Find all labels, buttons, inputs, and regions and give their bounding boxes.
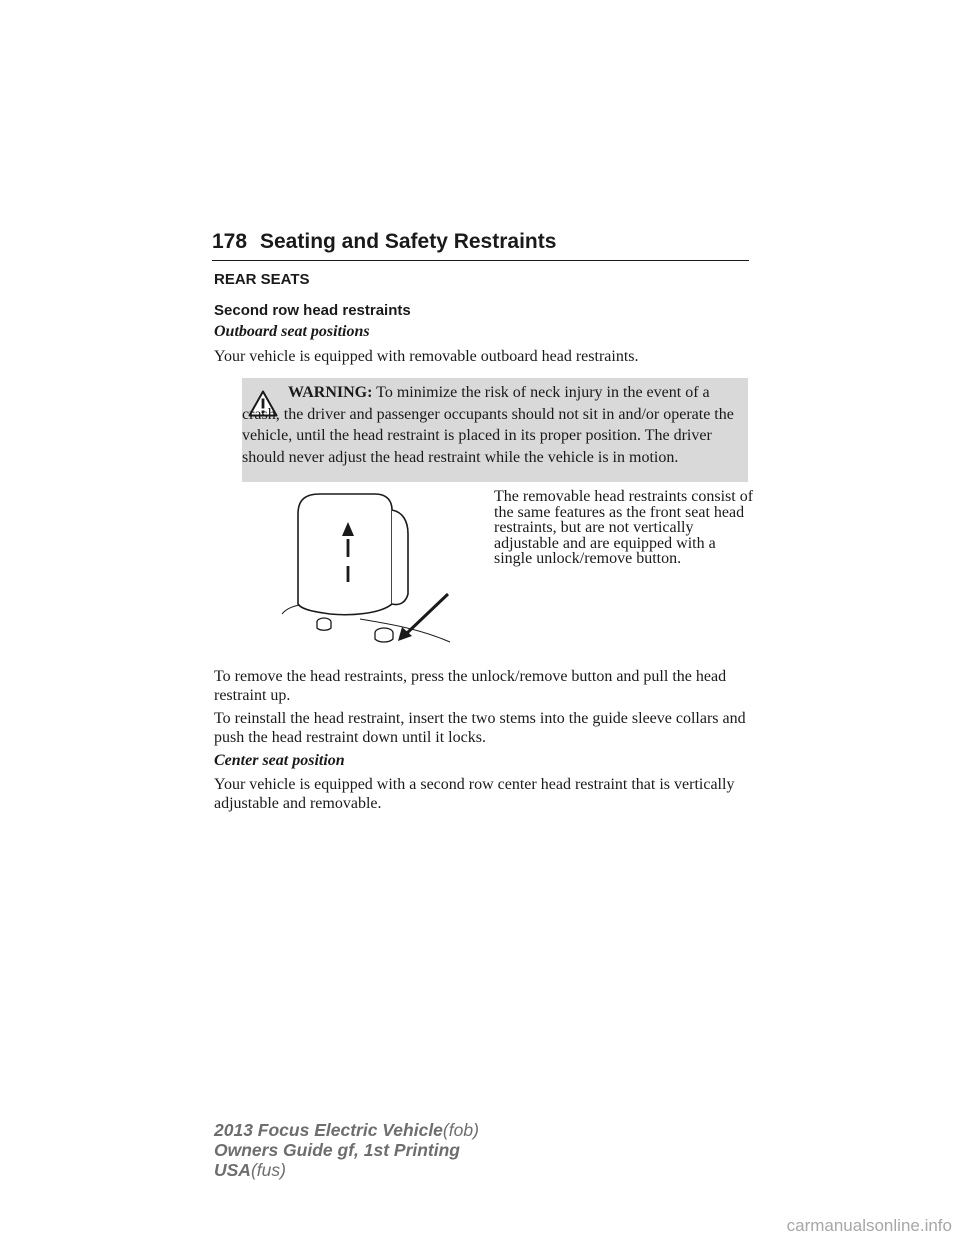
head-restraint-illustration: [280, 484, 456, 644]
page-number: 178: [212, 230, 248, 253]
outboard-intro: Your vehicle is equipped with removable outboard head restraints.: [214, 348, 639, 365]
footer-market-code: (fus): [250, 1160, 286, 1180]
warning-body: To minimize the risk of neck injury in the event of a crash, the driver and passenger occupants should not sit in and/or operate the vehicle, until the head restraint is placed in its proper position. The driver should never adjust the head restraint while the vehicle is in motion.: [242, 384, 734, 466]
footer-market: USA: [214, 1160, 251, 1180]
footer-line-2: [214, 1140, 479, 1160]
footer-model: 2013 Focus Electric Vehicle: [214, 1120, 443, 1140]
center-text: Your vehicle is equipped with a second row center head restraint that is vertically adjustable and removable.: [214, 776, 735, 812]
footer-guide: Owners Guide gf, 1st Printing: [214, 1140, 460, 1160]
warning-box: [242, 378, 748, 482]
section-title: REAR SEATS: [214, 271, 310, 288]
subsection-title: Second row head restraints: [214, 302, 411, 319]
footer-line-1: [214, 1120, 479, 1140]
reinstall-instructions: To reinstall the head restraint, insert the two stems into the guide sleeve collars and push the head restraint down until it locks.: [214, 710, 746, 746]
footer-model-code: (fob): [442, 1120, 479, 1140]
remove-instructions: To remove the head restraints, press the unlock/remove button and pull the head restraint up.: [214, 668, 727, 704]
warning-label: WARNING:: [288, 384, 373, 401]
page-header: [212, 226, 749, 261]
footer: [214, 1120, 479, 1180]
warning-text: [242, 382, 742, 468]
center-heading: Center seat position: [214, 752, 345, 769]
outboard-heading: Outboard seat positions: [214, 323, 370, 340]
watermark: carmanualsonline.info: [786, 1216, 952, 1235]
figure-caption: The removable head restraints consist of the same features as the front seat head restraints, but are not vertically adjustable and are equipped with a single unlock/remove button.: [494, 488, 754, 567]
chapter-title: Seating and Safety Restraints: [260, 230, 557, 253]
footer-line-3: [214, 1160, 479, 1180]
